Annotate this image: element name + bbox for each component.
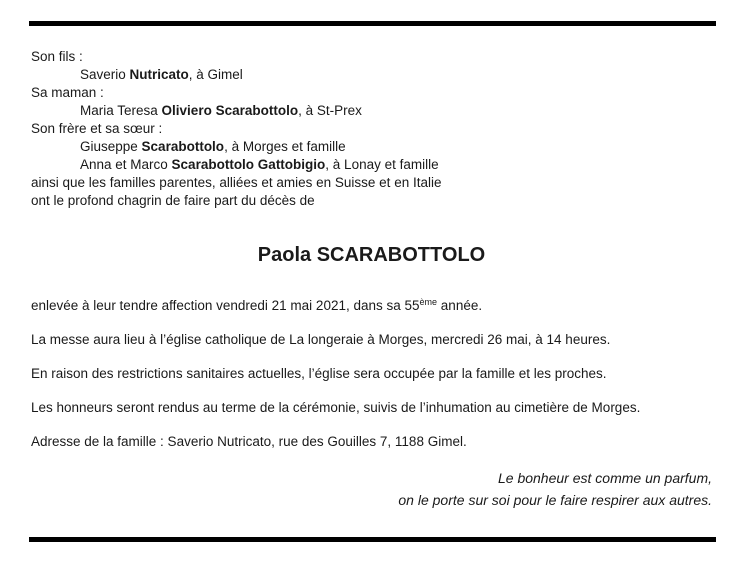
top-divider [29, 21, 716, 26]
relative-surname: Oliviero Scarabottolo [161, 103, 299, 118]
obituary-content [31, 48, 712, 511]
relatives-block [31, 48, 712, 210]
passing-pre: enlevée à leur tendre affection vendredi 21 mai 2021, dans sa 55 [31, 298, 420, 313]
honors-line: Les honneurs seront rendus au terme de la cérémonie, suivis de l’inhumation au cimetière de Morges. [31, 400, 641, 415]
restrictions-line: En raison des restrictions sanitaires actuelles, l’église sera occupée par la famille et les proches. [31, 366, 607, 381]
families-line: ainsi que les familles parentes, alliées et amies en Suisse et en Italie [31, 175, 442, 190]
relative-line-mother [31, 102, 712, 120]
relation-label-siblings: Son frère et sa sœur : [31, 121, 163, 136]
relative-post: , à Gimel [188, 67, 243, 82]
relation-label-son: Son fils : [31, 49, 83, 64]
passing-post: année. [437, 298, 483, 313]
relative-pre: Anna et Marco [80, 157, 172, 172]
address-line: Adresse de la famille : Saverio Nutricato, rue des Gouilles 7, 1188 Gimel. [31, 434, 467, 449]
bottom-divider [29, 537, 716, 542]
grief-line: ont le profond chagrin de faire part du décès de [31, 193, 315, 208]
passing-line [31, 297, 712, 315]
relative-surname: Scarabottolo [141, 139, 225, 154]
relative-line-son [31, 66, 712, 84]
relative-post: , à St-Prex [298, 103, 362, 118]
relative-post: , à Lonay et famille [325, 157, 439, 172]
mass-line: La messe aura lieu à l’église catholique de La longeraie à Morges, mercredi 26 mai, à 14 heures. [31, 332, 611, 347]
relative-pre: Saverio [80, 67, 130, 82]
quote-line-2: on le porte sur soi pour le faire respirer aux autres. [398, 492, 712, 508]
relative-surname: Scarabottolo Gattobigio [171, 157, 326, 172]
relative-surname: Nutricato [129, 67, 189, 82]
relation-label-mother: Sa maman : [31, 85, 104, 100]
relative-line-sister [31, 156, 712, 174]
relative-post: , à Morges et famille [224, 139, 346, 154]
relative-pre: Maria Teresa [80, 103, 162, 118]
relative-pre: Giuseppe [80, 139, 142, 154]
announcement-paragraphs [31, 297, 712, 451]
relative-line-brother [31, 138, 712, 156]
deceased-name: Paola SCARABOTTOLO [257, 244, 486, 266]
ordinal-superscript: ème [419, 297, 438, 307]
quote-block [31, 467, 712, 511]
quote-line-1: Le bonheur est comme un parfum, [497, 470, 712, 486]
